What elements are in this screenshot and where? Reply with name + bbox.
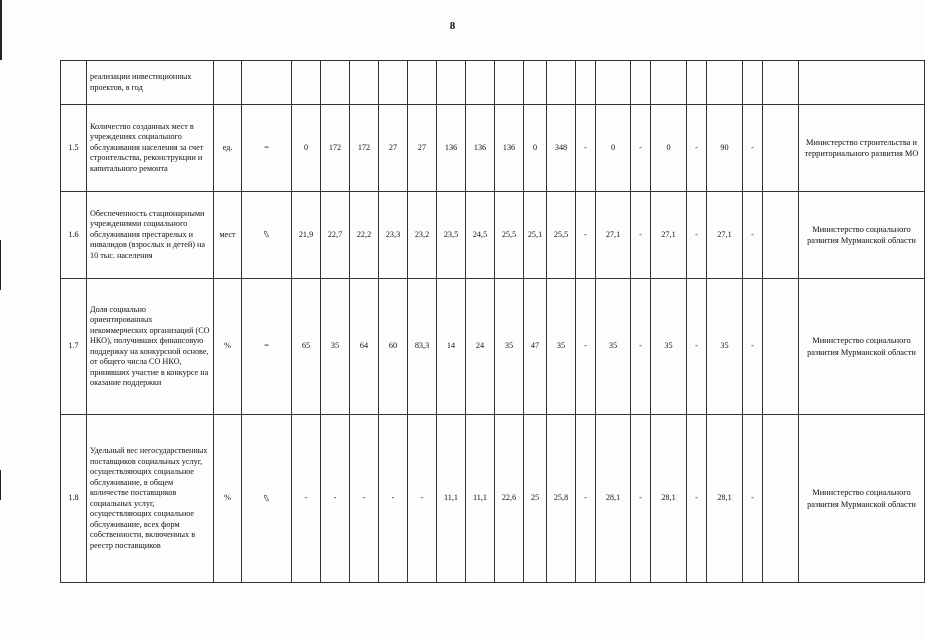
value-cell: 22,2: [350, 192, 379, 279]
value-cell: -: [292, 415, 321, 583]
row-number: [61, 61, 87, 105]
value-cell: -: [687, 415, 707, 583]
value-cell: [763, 415, 799, 583]
value-cell: [687, 61, 707, 105]
value-cell: -: [576, 192, 596, 279]
value-cell: -: [631, 105, 651, 192]
scan-edge-mark: [0, 240, 1, 290]
value-cell: 27: [408, 105, 437, 192]
value-cell: [466, 61, 495, 105]
value-cell: -: [408, 415, 437, 583]
value-cell: 35: [321, 279, 350, 415]
value-cell: 136: [466, 105, 495, 192]
value-cell: 23,5: [437, 192, 466, 279]
value-cell: 27: [379, 105, 408, 192]
row-number: 1.6: [61, 192, 87, 279]
direction-cell: [242, 61, 292, 105]
value-cell: 90: [707, 105, 743, 192]
value-cell: 25,8: [547, 415, 576, 583]
value-cell: 0: [596, 105, 631, 192]
value-cell: 23,2: [408, 192, 437, 279]
row-number: 1.5: [61, 105, 87, 192]
value-cell: 24: [466, 279, 495, 415]
value-cell: 22,6: [495, 415, 524, 583]
value-cell: 35: [495, 279, 524, 415]
value-cell: [763, 192, 799, 279]
unit-cell: %: [214, 279, 242, 415]
value-cell: 60: [379, 279, 408, 415]
value-cell: 28,1: [596, 415, 631, 583]
value-cell: -: [350, 415, 379, 583]
value-cell: 35: [596, 279, 631, 415]
value-cell: [707, 61, 743, 105]
value-cell: 35: [651, 279, 687, 415]
responsible-ministry: [799, 61, 925, 105]
scan-edge-mark: [0, 0, 2, 60]
value-cell: 25,5: [547, 192, 576, 279]
value-cell: [350, 61, 379, 105]
value-cell: 21,9: [292, 192, 321, 279]
unit-cell: %: [214, 415, 242, 583]
value-cell: -: [576, 105, 596, 192]
value-cell: 35: [547, 279, 576, 415]
responsible-ministry: Министерство социального развития Мурманской области: [799, 192, 925, 279]
value-cell: 22,7: [321, 192, 350, 279]
value-cell: 27,1: [707, 192, 743, 279]
direction-cell: [242, 192, 292, 279]
responsible-ministry: Министерство социального развития Мурманской области: [799, 279, 925, 415]
value-cell: [596, 61, 631, 105]
table-row: [61, 105, 925, 192]
value-cell: -: [687, 105, 707, 192]
value-cell: [379, 61, 408, 105]
value-cell: [651, 61, 687, 105]
value-cell: 14: [437, 279, 466, 415]
value-cell: 64: [350, 279, 379, 415]
value-cell: 136: [437, 105, 466, 192]
direction-cell: =: [242, 279, 292, 415]
table-row: [61, 192, 925, 279]
value-cell: -: [631, 415, 651, 583]
value-cell: 0: [292, 105, 321, 192]
value-cell: -: [743, 192, 763, 279]
value-cell: -: [576, 415, 596, 583]
value-cell: 11,1: [466, 415, 495, 583]
arrow-up-icon: ⇧: [260, 228, 272, 241]
value-cell: 348: [547, 105, 576, 192]
value-cell: 11,1: [437, 415, 466, 583]
arrow-up-icon: ⇧: [260, 491, 272, 505]
value-cell: -: [631, 192, 651, 279]
indicator-name: Обеспеченность стационарными учреждениями социального обслуживания престарелых и инвалидов (взрослых и детей) на 10 тыс. населения: [87, 192, 214, 279]
value-cell: -: [687, 192, 707, 279]
value-cell: 25,1: [524, 192, 547, 279]
value-cell: 0: [651, 105, 687, 192]
value-cell: [763, 105, 799, 192]
value-cell: [495, 61, 524, 105]
value-cell: [292, 61, 321, 105]
value-cell: -: [379, 415, 408, 583]
indicators-table: [60, 60, 925, 583]
row-number: 1.7: [61, 279, 87, 415]
value-cell: 65: [292, 279, 321, 415]
table-row: [61, 61, 925, 105]
value-cell: [763, 61, 799, 105]
row-number: 1.8: [61, 415, 87, 583]
value-cell: 27,1: [596, 192, 631, 279]
value-cell: [547, 61, 576, 105]
table-row: [61, 279, 925, 415]
unit-cell: мест: [214, 192, 242, 279]
value-cell: 28,1: [707, 415, 743, 583]
value-cell: [763, 279, 799, 415]
value-cell: -: [743, 279, 763, 415]
value-cell: 35: [707, 279, 743, 415]
direction-cell: =: [242, 105, 292, 192]
responsible-ministry: Министерство строительства и территориального развития МО: [799, 105, 925, 192]
indicator-name: Удельный вес негосударственных поставщиков социальных услуг, осуществляющих социальное обслуживание, в общем количестве поставщиков социальных услуг, осуществляющих социальное обслуживание, всех форм собственности, включенных в реестр поставщиков: [87, 415, 214, 583]
value-cell: [437, 61, 466, 105]
indicator-name: Количество созданных мест в учреждениях социального обслуживания населения за счет строительства, реконструкции и капитального ремонта: [87, 105, 214, 192]
value-cell: 24,5: [466, 192, 495, 279]
value-cell: [576, 61, 596, 105]
value-cell: [408, 61, 437, 105]
value-cell: [321, 61, 350, 105]
value-cell: -: [576, 279, 596, 415]
value-cell: 25: [524, 415, 547, 583]
value-cell: -: [631, 279, 651, 415]
scan-edge-mark: [0, 470, 1, 500]
page-number: 8: [449, 20, 456, 32]
value-cell: [631, 61, 651, 105]
value-cell: [524, 61, 547, 105]
value-cell: 83,3: [408, 279, 437, 415]
direction-cell: [242, 415, 292, 583]
indicator-name: Доля социально ориентированных некоммерческих организаций (СО НКО), получивших финансовую поддержку на конкурсной основе, от общего числа СО НКО, принявших участие в конкурсе на оказание поддержки: [87, 279, 214, 415]
value-cell: 136: [495, 105, 524, 192]
responsible-ministry: Министерство социального развития Мурманской области: [799, 415, 925, 583]
value-cell: 25,5: [495, 192, 524, 279]
unit-cell: [214, 61, 242, 105]
value-cell: -: [743, 105, 763, 192]
value-cell: 0: [524, 105, 547, 192]
unit-cell: ед.: [214, 105, 242, 192]
value-cell: -: [687, 279, 707, 415]
value-cell: 27,1: [651, 192, 687, 279]
value-cell: 23,3: [379, 192, 408, 279]
value-cell: 172: [350, 105, 379, 192]
value-cell: -: [743, 415, 763, 583]
value-cell: 47: [524, 279, 547, 415]
value-cell: 28,1: [651, 415, 687, 583]
value-cell: [743, 61, 763, 105]
value-cell: 172: [321, 105, 350, 192]
table-row: [61, 415, 925, 583]
indicator-name: реализации инвестиционных проектов, в год: [87, 61, 214, 105]
value-cell: -: [321, 415, 350, 583]
